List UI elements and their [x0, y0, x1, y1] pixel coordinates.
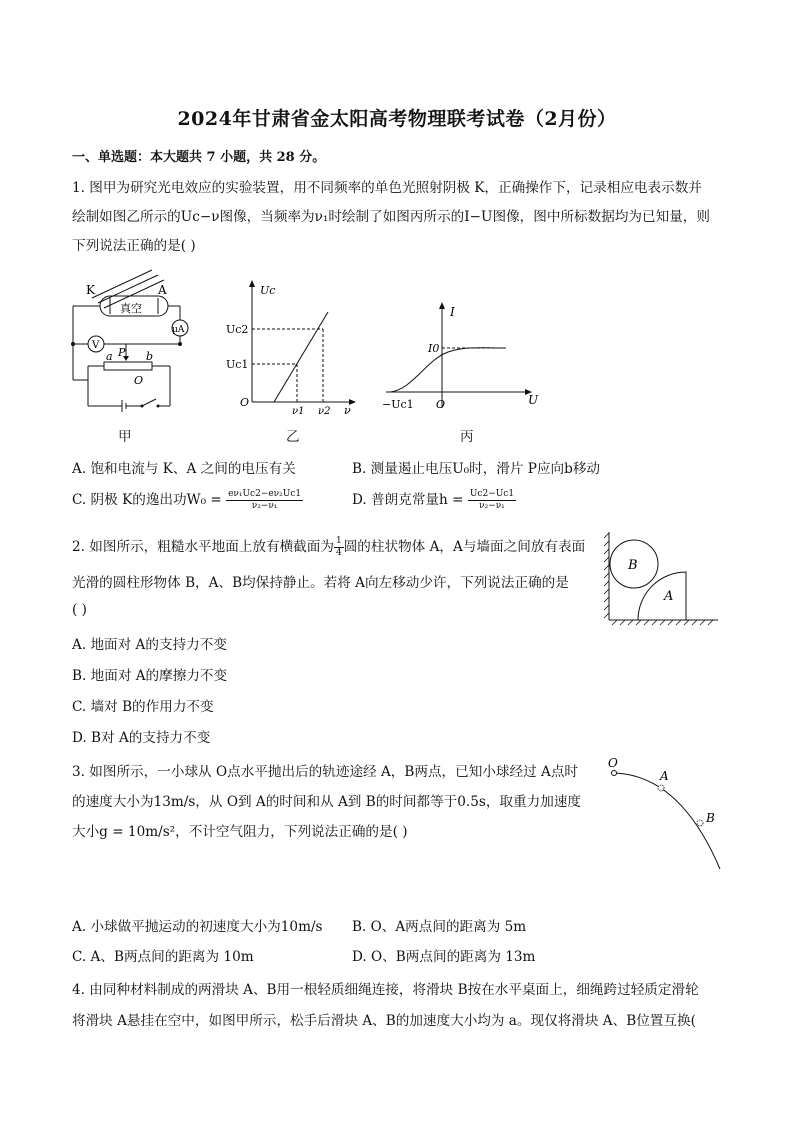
circuit-label-a: A — [158, 283, 167, 297]
circuit-label-a-end: a — [106, 350, 113, 363]
circuit-label-b-end: b — [146, 350, 154, 363]
graph3-origin: O — [436, 398, 446, 411]
q2-option-a: A. 地面对 A的支持力不变 — [72, 637, 227, 653]
circuit-label-vacuum: 真空 — [120, 302, 142, 315]
q3-option-a: A. 小球做平抛运动的初速度大小为10m/s — [72, 919, 323, 935]
q2-fraction-denominator: 4 — [335, 548, 342, 558]
graph3-i0-label: I0 — [428, 342, 440, 355]
q3-stem-line2: 的速度大小为13m/s，从 O到 A的时间和从 A到 B的时间都等于0.5s，取重力加速度 — [72, 794, 582, 810]
figure-label-yi: 乙 — [286, 429, 300, 445]
q3-option-d: D. O、B两点间的距离为 13m — [352, 949, 536, 965]
q3-figure-label-o: O — [608, 756, 618, 770]
q2-stem-line1-b: 圆的柱状物体 A，A与墙面之间放有表面 — [343, 539, 586, 555]
q3-option-b: B. O、A两点间的距离为 5m — [352, 919, 527, 935]
q3-stem-line3: 大小g = 10m/s²，不计空气阻力，下列说法正确的是( ) — [72, 824, 408, 840]
q1-option-d-fraction — [468, 489, 516, 512]
q1-option-c-fraction — [226, 489, 303, 512]
graph2-uc2-label: Uc2 — [226, 323, 249, 336]
figure-label-bing: 丙 — [460, 429, 474, 445]
q2-stem-line1-a: 2. 如图所示，粗糙水平地面上放有横截面为 — [72, 539, 334, 555]
q1-stem-line1: 1. 图甲为研究光电效应的实验装置，用不同频率的单色光照射阴极 K，正确操作下，记录相应电表示数并 — [72, 180, 702, 196]
q2-option-c: C. 墙对 B的作用力不变 — [72, 699, 214, 715]
q4-stem-line2: 将滑块 A悬挂在空中，如图甲所示，松手后滑块 A、B的加速度大小均为 a。现仅将滑块 A、B位置互换( — [72, 1013, 696, 1029]
graph3-x-label: U — [528, 393, 539, 407]
section-heading: 一、单选题：本大题共 7 小题，共 28 分。 — [72, 150, 326, 165]
q1-stem-line2: 绘制如图乙所示的Uc−ν图像，当频率为ν₁时绘制了如图丙所示的I−U图像，图中所标数据均为已知量，则 — [72, 209, 710, 225]
q2-figure-cylinders — [602, 528, 722, 626]
q2-figure-label-b: B — [628, 558, 638, 573]
graph2-v1-label: ν1 — [292, 406, 305, 417]
q1-option-d-numerator: Uc2−Uc1 — [469, 489, 515, 499]
graph2-v2-label: ν2 — [318, 406, 331, 417]
graph2-y-label: Uc — [260, 284, 276, 297]
graph2-x-label: ν — [344, 404, 351, 417]
circuit-label-microammeter: μA — [172, 325, 185, 335]
q2-stem-line2: 光滑的圆柱形物体 B，A、B均保持静止。若将 A向左移动少许，下列说法正确的是 — [72, 575, 569, 591]
circuit-label-o: O — [134, 374, 144, 387]
figure-label-jia: 甲 — [118, 429, 132, 445]
q2-stem-line1 — [72, 535, 585, 559]
q1-option-c-denominator: ν₂−ν₁ — [251, 501, 278, 511]
q2-quarter-fraction — [334, 536, 344, 559]
q3-stem-line1: 3. 如图所示，一小球从 O点水平抛出后的轨迹途经 A，B两点，已知小球经过 A点时 — [72, 764, 579, 780]
q2-option-b: B. 地面对 A的摩擦力不变 — [72, 668, 228, 684]
q4-stem-line1: 4. 由同种材料制成的两滑块 A、B用一根轻质细绳连接，将滑块 B按在水平桌面上，细绳跨过轻质定滑轮 — [72, 982, 699, 998]
circuit-label-k: K — [86, 283, 95, 297]
q1-option-d — [352, 488, 516, 512]
q1-option-d-prefix: D. 普朗克常量h = — [352, 492, 464, 508]
q2-option-d: D. B对 A的支持力不变 — [72, 730, 211, 746]
q1-option-a: A. 饱和电流与 K、A 之间的电压有关 — [72, 461, 296, 477]
q1-option-c-numerator: eν₁Uc2−eν₂Uc1 — [228, 489, 302, 499]
q1-figure-i-u-graph — [382, 300, 542, 418]
circuit-label-p: P — [118, 346, 126, 359]
page-title: 2024年甘肃省金太阳高考物理联考试卷（2月份） — [177, 108, 617, 130]
graph3-y-label: I — [450, 305, 455, 319]
q3-option-c: C. A、B两点间的距离为 10m — [72, 949, 254, 965]
q3-figure-label-b: B — [706, 811, 715, 825]
graph2-uc1-label: Uc1 — [226, 358, 249, 371]
q1-option-c-prefix: C. 阴极 K的逸出功W₀ = — [72, 492, 222, 508]
q1-option-c — [72, 488, 303, 512]
q2-stem-line3: ( ) — [72, 602, 87, 618]
q3-figure-trajectory — [604, 755, 724, 873]
graph2-origin: O — [240, 396, 250, 409]
q1-option-d-denominator: ν₂−ν₁ — [479, 501, 505, 511]
q2-figure-label-a: A — [664, 589, 674, 604]
graph3-neg-uc1-label: −Uc1 — [382, 398, 414, 411]
q1-figure-uc-v-graph — [222, 278, 362, 418]
circuit-label-voltmeter: V — [92, 340, 100, 351]
q1-figure-circuit — [62, 268, 192, 418]
q1-option-b: B. 测量遏止电压U₀时，滑片 P应向b移动 — [352, 461, 601, 477]
q3-figure-label-a: A — [660, 769, 669, 783]
q1-stem-line3: 下列说法正确的是( ) — [72, 238, 196, 254]
q2-fraction-numerator: 1 — [335, 536, 342, 546]
